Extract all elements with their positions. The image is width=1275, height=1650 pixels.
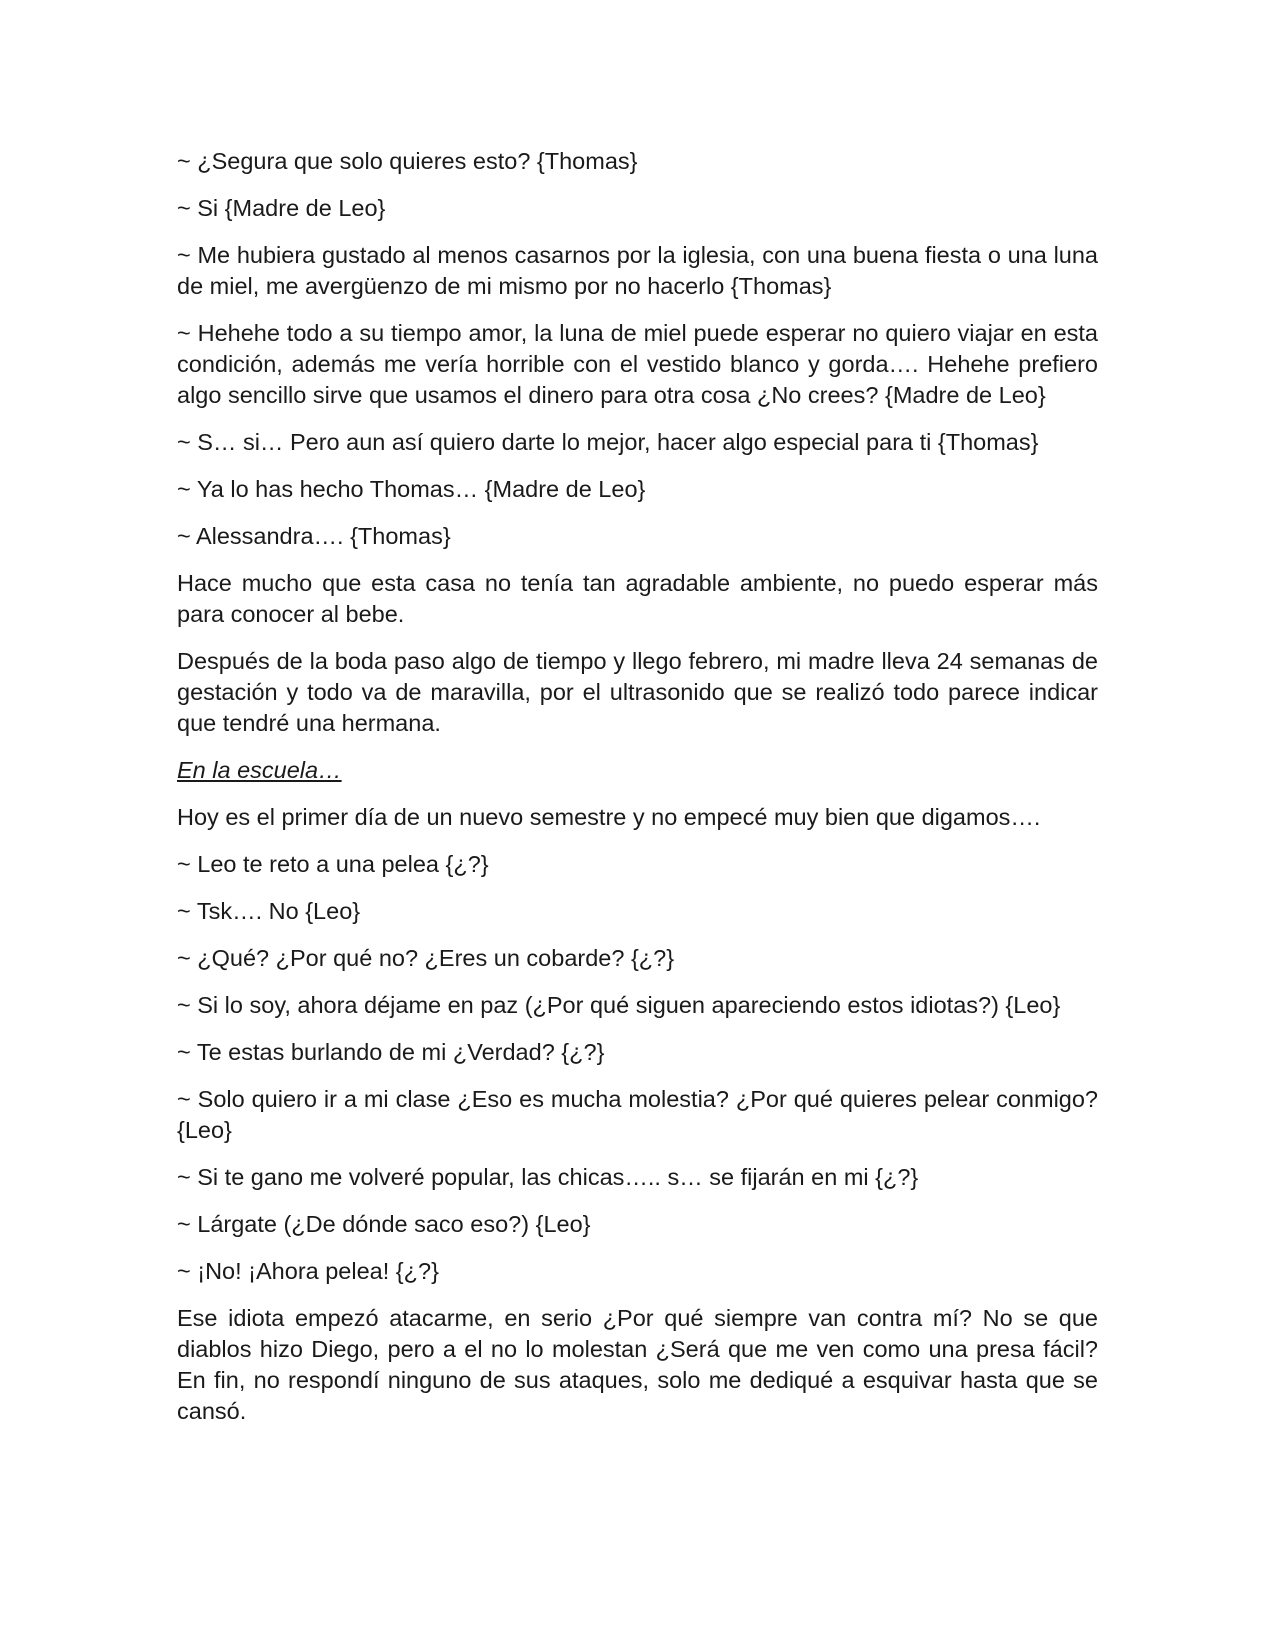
dialogue-line: ~ Te estas burlando de mi ¿Verdad? {¿?} xyxy=(177,1039,605,1065)
dialogue-line: ~ ¿Qué? ¿Por qué no? ¿Eres un cobarde? {¿?} xyxy=(177,945,675,971)
dialogue-line: ~ Me hubiera gustado al menos casarnos por la iglesia, con una buena fiesta o una luna de miel, me avergüenzo de mi mismo por no hacerlo {Thomas} xyxy=(177,242,1098,299)
dialogue-line: ~ ¿Segura que solo quieres esto? {Thomas} xyxy=(177,148,638,174)
narration-paragraph: Hoy es el primer día de un nuevo semestre y no empecé muy bien que digamos…. xyxy=(177,804,1041,830)
dialogue-line: ~ Si lo soy, ahora déjame en paz (¿Por qué siguen apareciendo estos idiotas?) {Leo} xyxy=(177,992,1061,1018)
dialogue-line: ~ Lárgate (¿De dónde saco eso?) {Leo} xyxy=(177,1211,591,1237)
document-page xyxy=(177,146,1098,1443)
narration-paragraph: Después de la boda paso algo de tiempo y llego febrero, mi madre lleva 24 semanas de gestación y todo va de maravilla, por el ultrasonido que se realizó todo parece indicar que tendré una hermana. xyxy=(177,648,1098,736)
dialogue-line: ~ S… si… Pero aun así quiero darte lo mejor, hacer algo especial para ti {Thomas} xyxy=(177,429,1039,455)
narration-paragraph: Ese idiota empezó atacarme, en serio ¿Por qué siempre van contra mí? No se que diablos hizo Diego, pero a el no lo molestan ¿Será que me ven como una presa fácil? En fin, no respondí ninguno de sus ataques, solo me dediqué a esquivar hasta que se cansó. xyxy=(177,1305,1098,1424)
dialogue-line: ~ Solo quiero ir a mi clase ¿Eso es mucha molestia? ¿Por qué quieres pelear conmigo? {Leo} xyxy=(177,1086,1098,1143)
dialogue-line: ~ Tsk…. No {Leo} xyxy=(177,898,361,924)
dialogue-line: ~ Si te gano me volveré popular, las chicas….. s… se fijarán en mi {¿?} xyxy=(177,1164,919,1190)
scene-heading-text: En la escuela… xyxy=(177,757,342,783)
dialogue-line: ~ Ya lo has hecho Thomas… {Madre de Leo} xyxy=(177,476,646,502)
dialogue-line: ~ Hehehe todo a su tiempo amor, la luna de miel puede esperar no quiero viajar en esta condición, además me vería horrible con el vestido blanco y gorda…. Hehehe prefiero algo sencillo sirve que usamos el dinero para otra cosa ¿No crees? {Madre de Leo} xyxy=(177,320,1098,408)
scene-heading xyxy=(177,755,1098,786)
dialogue-line: ~ ¡No! ¡Ahora pelea! {¿?} xyxy=(177,1258,439,1284)
dialogue-line: ~ Leo te reto a una pelea {¿?} xyxy=(177,851,489,877)
narration-paragraph: Hace mucho que esta casa no tenía tan agradable ambiente, no puedo esperar más para conocer al bebe. xyxy=(177,570,1098,627)
dialogue-line: ~ Alessandra…. {Thomas} xyxy=(177,523,451,549)
dialogue-line: ~ Si {Madre de Leo} xyxy=(177,195,386,221)
